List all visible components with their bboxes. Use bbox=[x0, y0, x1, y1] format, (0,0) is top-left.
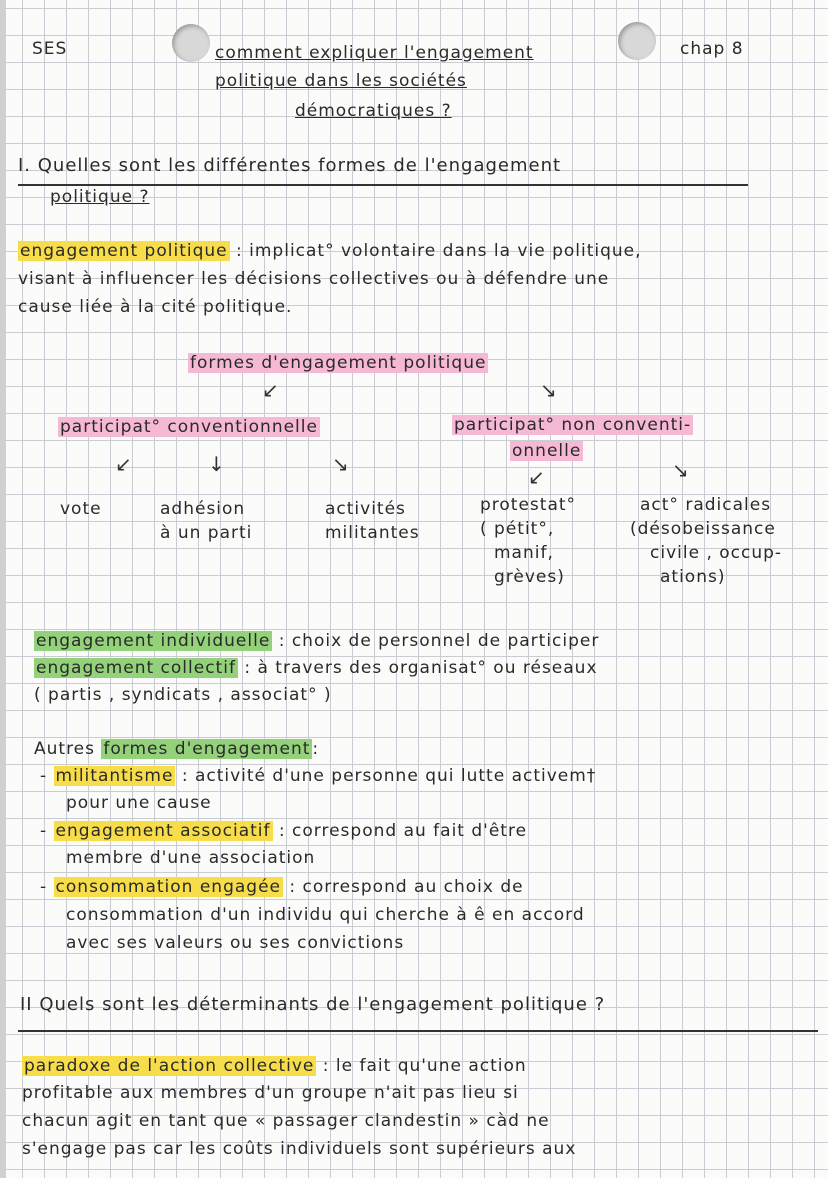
subject-label: SES bbox=[32, 39, 68, 59]
definition-line bbox=[18, 240, 642, 262]
definition-text: consommation d'un individu qui cherche à ê en accord bbox=[66, 905, 585, 925]
form-activites: activités bbox=[325, 499, 406, 519]
definition-text: membre d'une association bbox=[66, 848, 316, 868]
form-radical: civile , occup- bbox=[650, 543, 783, 563]
term-highlight: engagement individuelle bbox=[36, 631, 271, 651]
colon: : bbox=[312, 739, 320, 759]
form-protest: grèves) bbox=[494, 567, 565, 587]
definition-text: : implicat° volontaire dans la vie politique, bbox=[236, 241, 642, 261]
arrow-icon: ↘ bbox=[540, 378, 557, 402]
diagram-nonconventional: participat° non conventi- bbox=[454, 415, 692, 435]
form-radical: (désobeissance bbox=[630, 519, 776, 539]
form-protest: ( pétit°, bbox=[480, 519, 555, 539]
page-edge bbox=[0, 0, 6, 1178]
definition-text: : choix de personnel de participer bbox=[278, 631, 600, 651]
chapter-label: chap 8 bbox=[680, 39, 744, 59]
page-title-line3: démocratiques ? bbox=[295, 101, 452, 121]
form-adhesion-cont: à un parti bbox=[160, 523, 253, 543]
section2-heading: II Quels sont les déterminants de l'engagement politique ? bbox=[20, 994, 606, 1015]
definition-text: avec ses valeurs ou ses convictions bbox=[66, 933, 405, 953]
definition-line: visant à influencer les décisions collectives ou à défendre une bbox=[18, 269, 610, 289]
definition-line: cause liée à la cité politique. bbox=[18, 297, 293, 317]
form-activites-cont: militantes bbox=[325, 523, 420, 543]
section1-heading: I. Quelles sont les différentes formes de l'engagement bbox=[18, 155, 562, 176]
section1-heading-line2: politique ? bbox=[50, 187, 150, 207]
definition-text: profitable aux membres d'un groupe n'ait pas lieu si bbox=[22, 1083, 519, 1103]
definition-text: : activité d'une personne qui lutte activem† bbox=[181, 766, 597, 786]
term-highlight: engagement collectif bbox=[36, 658, 236, 678]
definition-text: ( partis , syndicats , associat° ) bbox=[34, 685, 332, 705]
definition-text: : correspond au choix de bbox=[289, 877, 524, 897]
arrow-icon: ↘ bbox=[672, 458, 689, 482]
binder-hole bbox=[618, 22, 656, 60]
term-highlight: formes d'engagement bbox=[103, 739, 311, 759]
arrow-icon: ↙ bbox=[262, 378, 279, 402]
form-radical: ations) bbox=[660, 567, 726, 587]
definition-text: chacun agit en tant que « passager clandestin » càd ne bbox=[22, 1111, 550, 1131]
diagram-nonconventional-cont: onnelle bbox=[512, 441, 582, 461]
autres-label: Autres bbox=[34, 739, 96, 759]
page-title-line2: politique dans les sociétés bbox=[215, 71, 467, 91]
definition-text: pour une cause bbox=[66, 793, 212, 813]
form-radical: act° radicales bbox=[640, 495, 772, 515]
page-title: comment expliquer l'engagement bbox=[215, 43, 534, 63]
divider bbox=[18, 1030, 818, 1032]
definition-text: : le fait qu'une action bbox=[322, 1056, 527, 1076]
arrow-icon: ↙ bbox=[115, 452, 132, 476]
diagram-conventional: participat° conventionnelle bbox=[60, 417, 318, 437]
form-adhesion: adhésion bbox=[160, 499, 246, 519]
form-protest: protestat° bbox=[480, 495, 577, 515]
term-highlight: paradoxe de l'action collective bbox=[24, 1056, 315, 1076]
form-vote: vote bbox=[60, 499, 102, 519]
definition-text: : à travers des organisat° ou réseaux bbox=[244, 658, 598, 678]
term-highlight: engagement associatif bbox=[55, 821, 271, 841]
arrow-icon: ↙ bbox=[528, 465, 545, 489]
binder-hole bbox=[172, 24, 210, 62]
term-highlight: militantisme bbox=[55, 766, 174, 786]
arrow-icon: ↓ bbox=[208, 452, 225, 476]
term-highlight: consommation engagée bbox=[55, 877, 281, 897]
diagram-root: formes d'engagement politique bbox=[190, 353, 487, 373]
definition-text: : correspond au fait d'être bbox=[278, 821, 528, 841]
term-highlight: engagement politique bbox=[20, 241, 228, 261]
definition-text: s'engage pas car les coûts individuels sont supérieurs aux bbox=[22, 1139, 577, 1159]
form-protest: manif, bbox=[494, 543, 554, 563]
arrow-icon: ↘ bbox=[332, 452, 349, 476]
